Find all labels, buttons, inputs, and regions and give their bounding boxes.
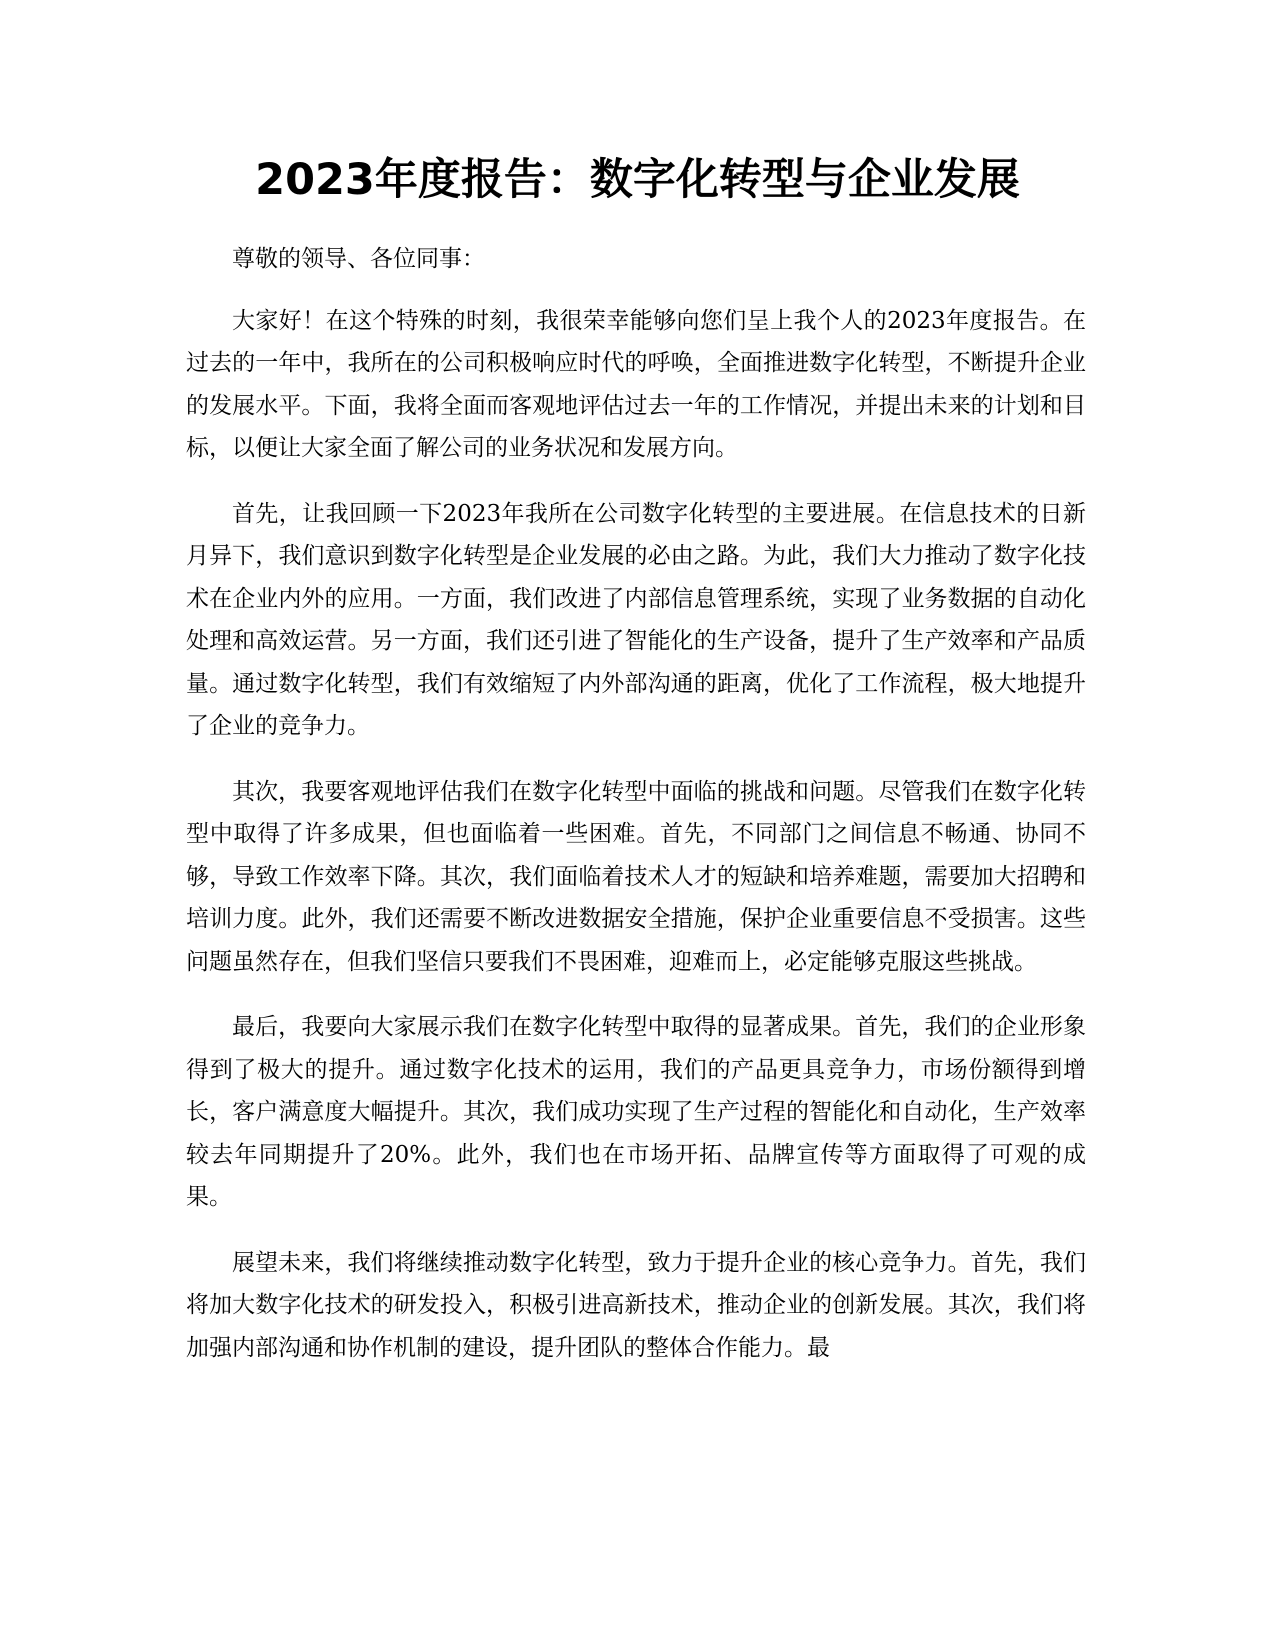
paragraph-greeting: 大家好！在这个特殊的时刻，我很荣幸能够向您们呈上我个人的2023年度报告。在过去的一年中，我所在的公司积极响应时代的呼唤，全面推进数字化转型，不断提升企业的发展水平。下面，我将全面而客观地评估过去一年的工作情况，并提出未来的计划和目标，以便让大家全面了解公司的业务状况和发展方向。	[186, 307, 1086, 461]
paragraph-challenges: 其次，我要客观地评估我们在数字化转型中面临的挑战和问题。尽管我们在数字化转型中取得了许多成果，但也面临着一些困难。首先，不同部门之间信息不畅通、协同不够，导致工作效率下降。其次，我们面临着技术人才的短缺和培养难题，需要加大招聘和培训力度。此外，我们还需要不断改进数据安全措施，保护企业重要信息不受损害。这些问题虽然存在，但我们坚信只要我们不畏困难，迎难而上，必定能够克服这些挑战。	[186, 778, 1086, 975]
document-title: 2023年度报告：数字化转型与企业发展	[255, 155, 1020, 205]
salutation: 尊敬的领导、各位同事：	[232, 246, 485, 272]
paragraph-achievements: 最后，我要向大家展示我们在数字化转型中取得的显著成果。首先，我们的企业形象得到了极大的提升。通过数字化技术的运用，我们的产品更具竞争力，市场份额得到增长，客户满意度大幅提升。其次，我们成功实现了生产过程的智能化和自动化，生产效率较去年同期提升了20%。此外，我们也在市场开拓、品牌宣传等方面取得了可观的成果。	[186, 1014, 1086, 1210]
paragraph-outlook: 展望未来，我们将继续推动数字化转型，致力于提升企业的核心竞争力。首先，我们将加大数字化技术的研发投入，积极引进高新技术，推动企业的创新发展。其次，我们将加强内部沟通和协作机制的建设，提升团队的整体合作能力。最	[186, 1249, 1086, 1361]
paragraph-progress: 首先，让我回顾一下2023年我所在公司数字化转型的主要进展。在信息技术的日新月异下，我们意识到数字化转型是企业发展的必由之路。为此，我们大力推动了数字化技术在企业内外的应用。一方面，我们改进了内部信息管理系统，实现了业务数据的自动化处理和高效运营。另一方面，我们还引进了智能化的生产设备，提升了生产效率和产品质量。通过数字化转型，我们有效缩短了内外部沟通的距离，优化了工作流程，极大地提升了企业的竞争力。	[186, 500, 1086, 739]
document-body	[186, 238, 1086, 1392]
